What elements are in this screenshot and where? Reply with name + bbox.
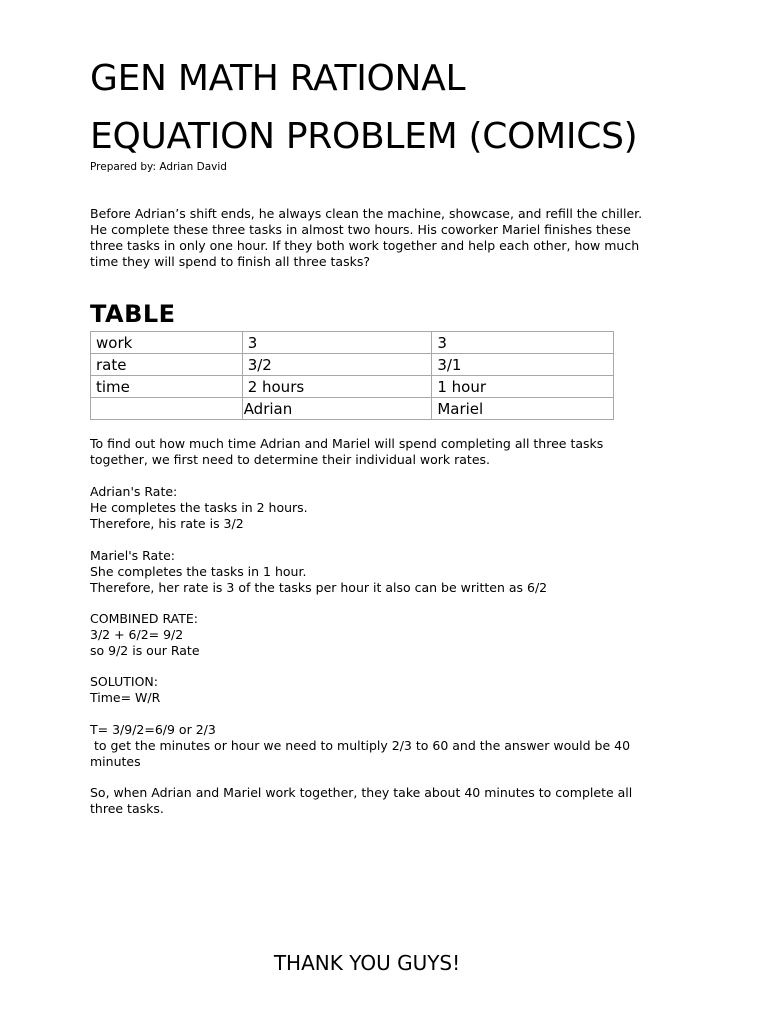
text-line: three tasks in only one hour. If they both work together and help each other, how much (90, 238, 640, 253)
table-cell (91, 398, 243, 420)
conclusion-paragraph (90, 785, 700, 817)
page-title (90, 50, 730, 166)
table-cell: 3 (432, 332, 614, 354)
text-line: Before Adrian’s shift ends, he always clean the machine, showcase, and refill the chiller. (90, 206, 643, 221)
time-calculation (90, 722, 700, 770)
table-cell: 3/1 (432, 354, 614, 376)
text-line: He completes the tasks in 2 hours. (90, 500, 308, 515)
text-line: She completes the tasks in 1 hour. (90, 564, 307, 579)
solution-section (90, 674, 700, 706)
text-line: to get the minutes or hour we need to multiply 2/3 to 60 and the answer would be 40 (90, 738, 631, 753)
table-row (91, 354, 614, 376)
problem-statement (90, 206, 700, 270)
table-cell: rate (91, 354, 243, 376)
table-cell: 3/2 (242, 354, 432, 376)
text-line: 3/2 + 6/2= 9/2 (90, 627, 184, 642)
table-row (91, 376, 614, 398)
work-rate-table (90, 331, 614, 420)
text-line: together, we first need to determine their individual work rates. (90, 452, 490, 467)
table-row (91, 332, 614, 354)
table-cell: time (91, 376, 243, 398)
title-line-1: GEN MATH RATIONAL (90, 58, 466, 99)
text-line: three tasks. (90, 801, 164, 816)
text-line: He complete these three tasks in almost two hours. His coworker Mariel finishes these (90, 222, 631, 237)
table-cell: 1 hour (432, 376, 614, 398)
combined-rate-section (90, 611, 700, 659)
table-cell: Adrian (242, 398, 432, 420)
explanation-paragraph (90, 436, 700, 468)
text-line: Mariel's Rate: (90, 548, 176, 563)
text-line: To find out how much time Adrian and Mariel will spend completing all three tasks (90, 436, 604, 451)
text-line: COMBINED RATE: (90, 611, 198, 626)
text-line: time they will spend to finish all three tasks? (90, 254, 370, 269)
table-heading: TABLE (90, 300, 176, 328)
adrian-rate-section (90, 484, 700, 532)
table-cell: 3 (242, 332, 432, 354)
prepared-by: Prepared by: Adrian David (90, 161, 227, 173)
text-line: minutes (90, 754, 141, 769)
table-cell: Mariel (432, 398, 614, 420)
text-line: Adrian's Rate: (90, 484, 178, 499)
table-cell: work (91, 332, 243, 354)
mariel-rate-section (90, 548, 700, 596)
table-cell: 2 hours (242, 376, 432, 398)
text-line: Therefore, her rate is 3 of the tasks per hour it also can be written as 6/2 (90, 580, 548, 595)
text-line: so 9/2 is our Rate (90, 643, 200, 658)
text-line: SOLUTION: (90, 674, 158, 689)
text-line: So, when Adrian and Mariel work together, they take about 40 minutes to complete all (90, 785, 633, 800)
title-line-2: EQUATION PROBLEM (COMICS) (90, 116, 638, 157)
closing-message: THANK YOU GUYS! (273, 951, 461, 975)
table-row (91, 398, 614, 420)
text-line: Time= W/R (90, 690, 161, 705)
text-line: Therefore, his rate is 3/2 (90, 516, 244, 531)
text-line: T= 3/9/2=6/9 or 2/3 (90, 722, 216, 737)
